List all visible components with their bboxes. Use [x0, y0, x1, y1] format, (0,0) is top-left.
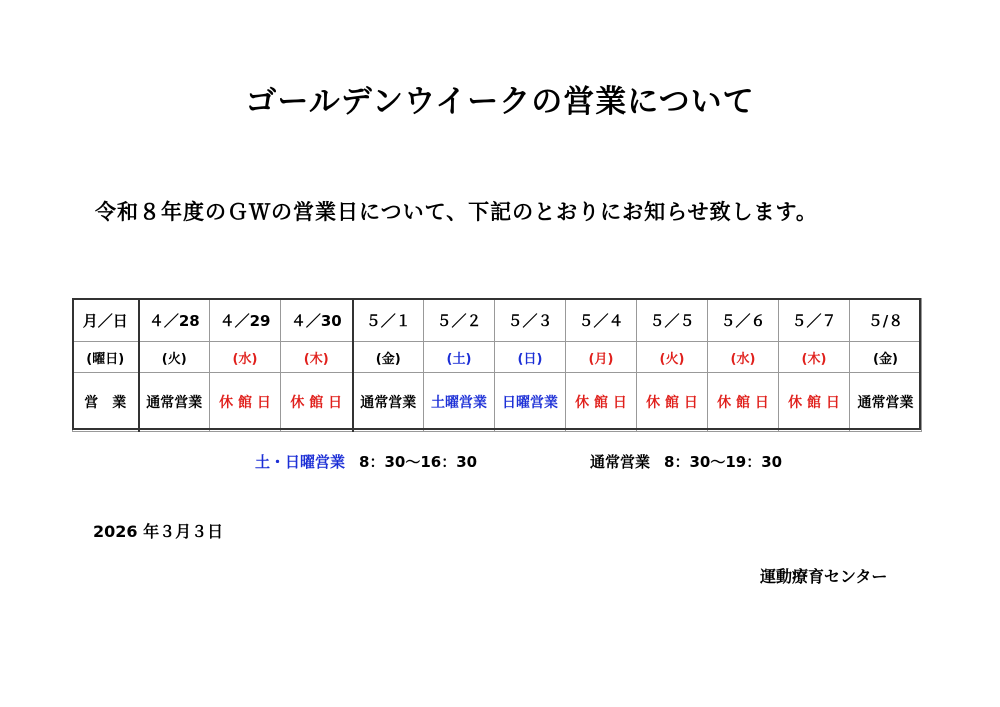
page-title: ゴールデンウイークの営業について	[245, 84, 755, 120]
status-cell: 休 館 日	[281, 373, 353, 432]
status-cell: 通常営業	[139, 373, 210, 432]
weekend-hours	[255, 451, 477, 472]
weekday-cell: (日)	[495, 342, 566, 373]
status-row	[73, 373, 922, 432]
status-cell: 休 館 日	[637, 373, 708, 432]
date-cell: ５／２	[424, 299, 495, 342]
status-cell: 休 館 日	[708, 373, 779, 432]
weekday-cell: (月)	[566, 342, 637, 373]
weekday-cell: (水)	[708, 342, 779, 373]
status-cell: 土曜営業	[424, 373, 495, 432]
regular-hours	[590, 451, 782, 472]
date-cell: ４／30	[281, 299, 353, 342]
status-cell: 休 館 日	[566, 373, 637, 432]
date-row-label: 月／日	[73, 299, 139, 342]
issue-date: 2026 年３月３日	[93, 522, 224, 541]
weekday-cell: (木)	[281, 342, 353, 373]
status-row-label: 営 業	[73, 373, 139, 432]
status-cell: 日曜営業	[495, 373, 566, 432]
regular-hours-time: 8：30〜19：30	[664, 453, 783, 471]
weekday-cell: (火)	[139, 342, 210, 373]
date-cell: ５/８	[850, 299, 922, 342]
weekday-cell: (水)	[210, 342, 281, 373]
date-cell: ５／６	[708, 299, 779, 342]
weekend-hours-label: 土・日曜営業	[255, 453, 346, 471]
status-cell: 通常営業	[353, 373, 424, 432]
date-cell: ５／４	[566, 299, 637, 342]
date-cell: ５／７	[779, 299, 850, 342]
weekend-hours-time: 8：30〜16：30	[359, 453, 478, 471]
business-schedule-table	[72, 298, 922, 432]
status-cell: 休 館 日	[779, 373, 850, 432]
date-cell: ５／３	[495, 299, 566, 342]
weekday-row-label: (曜日)	[73, 342, 139, 373]
date-cell: ５／５	[637, 299, 708, 342]
weekday-cell: (土)	[424, 342, 495, 373]
weekday-row	[73, 342, 922, 373]
weekday-cell: (木)	[779, 342, 850, 373]
weekday-cell: (金)	[850, 342, 922, 373]
date-cell: ５／１	[353, 299, 424, 342]
status-cell: 通常営業	[850, 373, 922, 432]
intro-text: 令和８年度のＧＷの営業日について、下記のとおりにお知らせ致します。	[95, 200, 818, 224]
date-row	[73, 299, 922, 342]
regular-hours-label: 通常営業	[590, 453, 651, 471]
organization-name: 運動療育センター	[760, 567, 888, 586]
date-cell: ４／29	[210, 299, 281, 342]
status-cell: 休 館 日	[210, 373, 281, 432]
weekday-cell: (火)	[637, 342, 708, 373]
date-cell: ４／28	[139, 299, 210, 342]
weekday-cell: (金)	[353, 342, 424, 373]
